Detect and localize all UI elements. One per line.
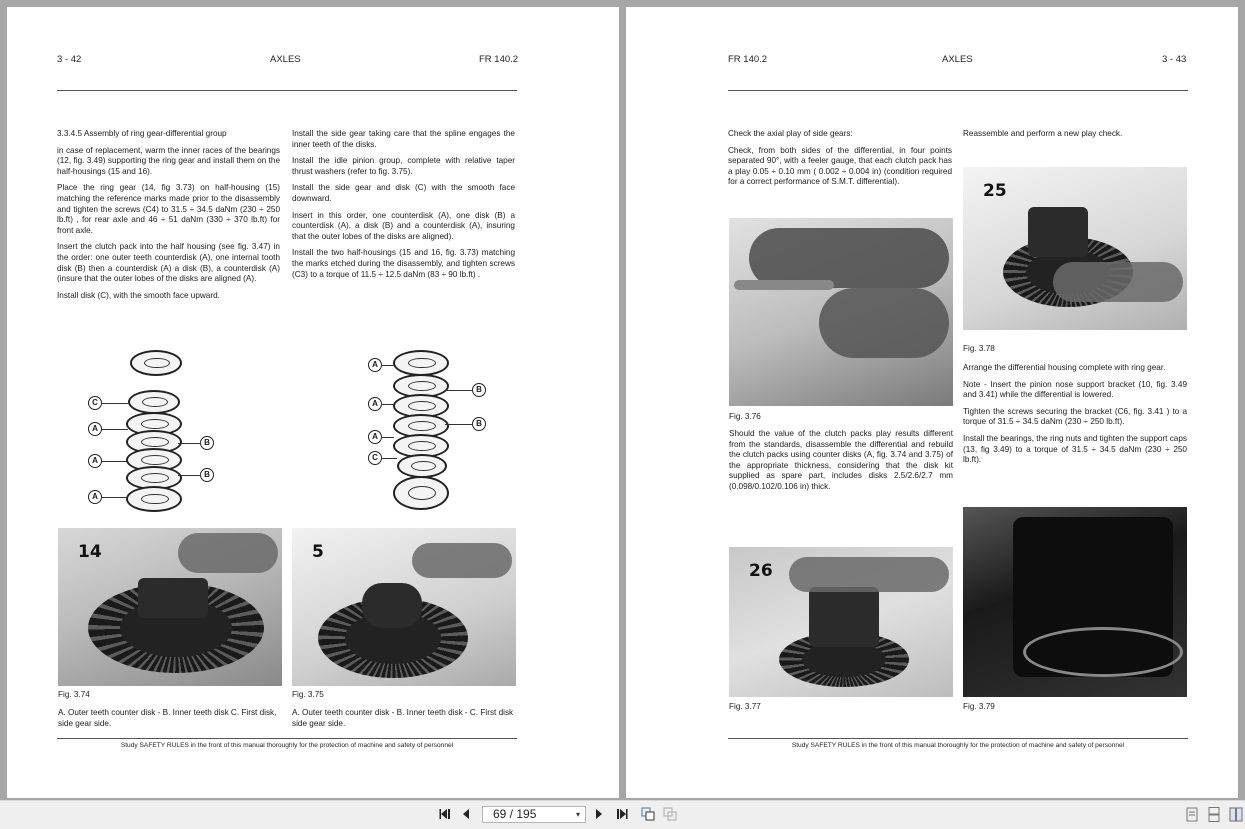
hand-image [178, 533, 278, 573]
clutch-pack-diagram-2 [357, 342, 507, 517]
paragraph: Note - Insert the pinion nose support bracket (10, fig. 3.49 and 3.41) while the differential is lowered. [963, 379, 1187, 400]
side-gear-drawing [130, 350, 182, 376]
section-heading: 3.3.4.5 Assembly of ring gear-differential group [57, 129, 227, 138]
leader-line [102, 429, 128, 430]
section-title: AXLES [270, 54, 301, 65]
paragraph: Install disk (C), with the smooth face upward. [57, 290, 220, 300]
hub-image [138, 578, 208, 618]
callout-b: B [472, 417, 486, 431]
paragraph: Should the value of the clutch packs play results different from the standards, disassemble the differential and rebuild the clutch packs using counter disks (A, fig. 3.74 and 3.75) of the appropriate thickness, considering that the disk kit supplied as spare part, includes disks 2.5/2.6/2.7 mm (0.098/0.102/0.106 in) thick. [729, 429, 953, 491]
left-column-2 [292, 129, 515, 286]
callout-c: C [368, 451, 382, 465]
right-column-2 [963, 363, 1187, 472]
first-page-icon [439, 808, 451, 820]
paragraph: Install the side gear and disk (C) with the smooth face downward. [292, 183, 515, 203]
page-3-43 [626, 7, 1238, 798]
paragraph: Arrange the differential housing complete with ring gear. [963, 363, 1166, 372]
paste-icon [663, 807, 677, 821]
feeler-gauge-image [734, 280, 834, 290]
callout-a: A [368, 358, 382, 372]
figure-label: Fig. 3.75 [292, 690, 324, 699]
leader-line [178, 475, 200, 476]
disk-drawing [393, 350, 449, 376]
photo-fig-3-76 [729, 218, 953, 406]
paragraph: Check the axial play of side gears: [728, 129, 853, 138]
paragraph: Install the idle pinion group, complete with relative taper thrust washers (refer to fig. 3.75). [292, 156, 515, 176]
page-number: 3 - 42 [57, 54, 82, 65]
hand-image [789, 557, 949, 592]
copy-page-button[interactable] [640, 806, 656, 822]
left-column-1 [57, 129, 280, 307]
paragraph: Insert in this order, one counterdisk (A), one disk (B) a counterdisk (A), a disk (B) and a counterdisk (A), insuring that the outer lobes of the disks are aligned). [292, 210, 515, 241]
leader-line [382, 458, 397, 459]
leader-line [102, 497, 128, 498]
page-dropdown-icon[interactable]: ▾ [575, 810, 580, 819]
leader-line [445, 424, 472, 425]
paste-page-button[interactable] [662, 806, 678, 822]
photo-number: 14 [78, 542, 102, 562]
single-page-view-icon [1185, 807, 1199, 822]
last-page-button[interactable] [614, 806, 630, 822]
figure-label: Fig. 3.76 [729, 412, 761, 421]
side-gear-drawing [393, 476, 449, 510]
last-page-icon [616, 808, 628, 820]
paragraph: Reassemble and perform a new play check. [963, 129, 1123, 138]
right-column-1 [728, 129, 952, 194]
clutch-pack-diagram-1 [82, 342, 232, 517]
page-number-input[interactable] [482, 806, 586, 823]
photo-number: 25 [983, 181, 1007, 201]
paragraph: Install the bearings, the ring nuts and tighten the support caps (13, fig 3.49) to a torque of 31.5 ÷ 34.5 daNm (230 ÷ 250 lb.ft). [963, 433, 1187, 465]
page-indicator: 69 / 195 [493, 807, 537, 821]
single-page-view-button[interactable] [1185, 807, 1199, 822]
callout-a: A [368, 397, 382, 411]
safety-footer: Study SAFETY RULES in the front of this manual thoroughly for the protection of machine and safety of personnel [791, 742, 1125, 749]
photo-fig-3-77 [729, 547, 953, 697]
header-rule [728, 90, 1188, 91]
paragraph: Install the side gear taking care that the spline engages the inner teeth of the disks. [292, 129, 515, 149]
figure-caption: A. Outer teeth counter disk - B. Inner teeth disk C. First disk, side gear side. [58, 708, 277, 728]
previous-page-button[interactable] [459, 806, 473, 822]
paragraph: Tighten the screws securing the bracket (C6, fig. 3.41 ) to a torque of 31.5 ÷ 34.5 daNm (230 ÷ 250 lb.ft). [963, 406, 1187, 427]
paragraph: Place the ring gear (14, fig 3.73) on half-housing (15) matching the reference marks made prior to the disassembly and tighten the screws (C4) to 31.5 ÷ 34.5 daNm (230 ÷ 250 lb.ft) , for rear axle and 46 ÷ 51 daNm (330 ÷ 370 lb.ft) for front axle. [57, 183, 280, 235]
figure-label: Fig. 3.77 [729, 702, 761, 711]
callout-b: B [200, 436, 214, 450]
callout-b: B [472, 383, 486, 397]
callout-a: A [88, 422, 102, 436]
figure-caption: A. Outer teeth counter disk - B. Inner teeth disk - C. First disk side gear side. [292, 708, 514, 728]
photo-fig-3-78 [963, 167, 1187, 330]
leader-line [178, 443, 200, 444]
continuous-view-icon [1207, 807, 1221, 822]
previous-page-icon [462, 808, 470, 820]
callout-a: A [368, 430, 382, 444]
pinion-group-image [362, 583, 422, 628]
model-label: FR 140.2 [479, 54, 519, 65]
leader-line [382, 404, 394, 405]
page-3-42 [7, 7, 619, 798]
copy-icon [641, 807, 655, 821]
figure-label: Fig. 3.74 [58, 690, 90, 699]
callout-a: A [88, 490, 102, 504]
two-page-view-button[interactable] [1229, 807, 1243, 822]
callout-b: B [200, 468, 214, 482]
photo-number: 5 [312, 542, 324, 562]
section-title: AXLES [942, 54, 973, 65]
paragraph: in case of replacement, warm the inner races of the bearings (12, fig. 3.49) supporting the ring gear and install them on the half-housings (15 and 16). [57, 145, 280, 176]
photo-fig-3-74 [58, 528, 282, 686]
page-number: 3 - 43 [1162, 54, 1187, 65]
continuous-view-button[interactable] [1207, 807, 1221, 822]
figure-label: Fig. 3.79 [963, 702, 995, 711]
leader-line [382, 437, 394, 438]
photo-number: 26 [749, 561, 773, 581]
footer-rule [728, 738, 1188, 739]
paragraph: Install the two half-housings (15 and 16, fig. 3.73) matching the marks etched during the disassembly, and tighten screws (C3) to a torque of 11.5 ÷ 12.5 daNm (83 ÷ 90 lb.ft) . [292, 248, 515, 279]
right-column-1-lower [729, 429, 953, 499]
leader-line [382, 365, 394, 366]
housing-image [1028, 207, 1088, 257]
footer-rule [57, 738, 517, 739]
next-page-button[interactable] [592, 806, 606, 822]
callout-a: A [88, 454, 102, 468]
leader-line [102, 403, 128, 404]
disk-drawing [128, 390, 180, 414]
hand-image [819, 288, 949, 358]
photo-fig-3-79 [963, 507, 1187, 697]
disk-drawing [397, 454, 447, 478]
model-label: FR 140.2 [728, 54, 768, 65]
leader-line [445, 390, 472, 391]
figure-label: Fig. 3.78 [963, 344, 995, 353]
callout-c: C [88, 396, 102, 410]
disk-drawing [126, 486, 182, 512]
header-rule [57, 90, 517, 91]
paragraph: Check, from both sides of the differential, in four points separated 90°, with a feeler gauge, that each clutch pack has a play 0.05 ÷ 0.10 mm ( 0.002 ÷ 0.004 in) (condition required for a correct performance of S.M.T. differential). [728, 145, 952, 187]
hand-image [749, 228, 949, 288]
right-column-2-top [963, 129, 1187, 146]
flange-image [1023, 627, 1183, 677]
paragraph: Insert the clutch pack into the half housing (see fig. 3.47) in the order: one outer teeth counterdisk (A), one internal tooth disk (B) then a counterdisk (A) a disk (B), a counterdisk (A) (insure that the outer lobes of the disks are aligned (A). [57, 242, 280, 284]
next-page-icon [595, 808, 603, 820]
leader-line [102, 461, 128, 462]
hand-image [412, 543, 512, 578]
photo-fig-3-75 [292, 528, 516, 686]
safety-footer: Study SAFETY RULES in the front of this manual thoroughly for the protection of machine and safety of personnel [120, 742, 454, 749]
two-page-view-icon [1229, 807, 1243, 822]
first-page-button[interactable] [437, 806, 453, 822]
housing-image [809, 587, 879, 647]
hand-image [1053, 262, 1183, 302]
